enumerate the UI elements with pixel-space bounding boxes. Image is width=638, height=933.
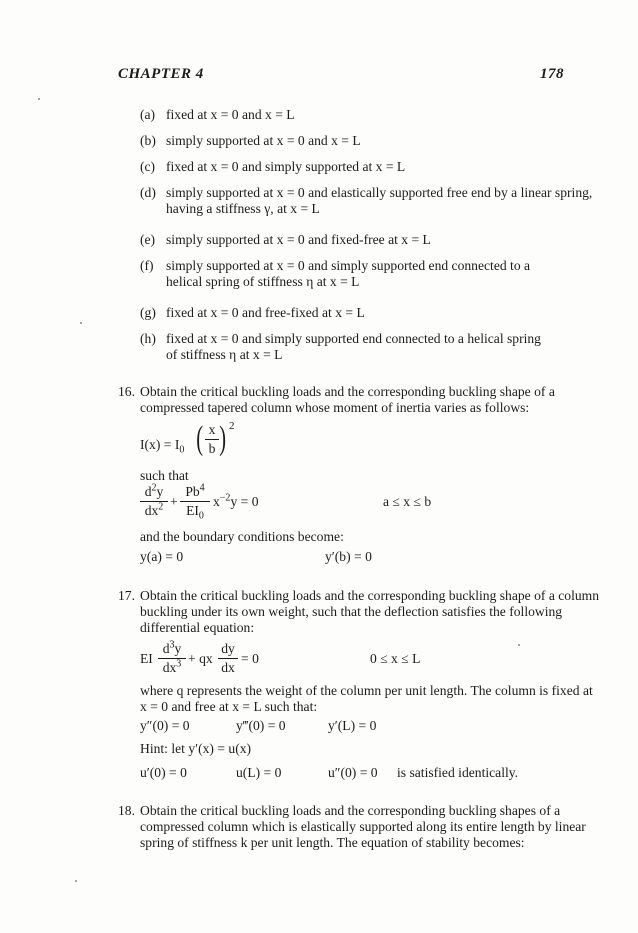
scan-speck <box>518 644 520 646</box>
bc-yddd-0: y‴(0) = 0 <box>236 718 286 733</box>
case-label-g: (g) <box>140 305 156 320</box>
de-frac1-denominator <box>140 503 168 519</box>
hint-up-0: u′(0) = 0 <box>140 765 187 780</box>
case-text-f-line2: helical spring of stiffness η at x = L <box>166 274 360 289</box>
case-text-a: fixed at x = 0 and x = L <box>166 107 295 122</box>
weight-frac2-denominator: dx <box>221 660 235 675</box>
page-number: 178 <box>540 66 564 82</box>
case-text-f: simply supported at x = 0 and simply supported end connected to a <box>166 258 531 273</box>
inertia-eq-lhs-text: I(x) = I <box>140 437 180 452</box>
weight-eq-plus-qx: + qx <box>188 651 213 666</box>
weight-frac1-denominator <box>158 660 186 676</box>
problem-17-line2: buckling under its own weight, such that the deflection satisfies the following <box>140 604 563 619</box>
case-label-f: (f) <box>140 258 154 273</box>
weight-frac1-den-dx: dx <box>162 660 177 675</box>
case-label-b: (b) <box>140 133 156 148</box>
de-frac1-den-dx: dx <box>144 503 159 518</box>
weight-frac1-num-sup: 3 <box>169 639 175 651</box>
weight-frac2-numerator: dy <box>221 641 235 656</box>
problem-17-line5: x = 0 and free at x = L such that: <box>140 699 318 714</box>
weight-eq-range: 0 ≤ x ≤ L <box>370 651 421 666</box>
inertia-eq-lhs <box>140 437 185 456</box>
weight-frac1-num-d: d <box>162 641 170 656</box>
weight-eq-ei: EI <box>140 651 153 666</box>
de-frac2-den-ei: EI <box>186 503 199 518</box>
case-text-d: simply supported at x = 0 and elastically supported free end by a linear spring, <box>166 185 593 200</box>
weight-eq-fraction-1 <box>158 641 186 676</box>
scan-speck <box>80 322 82 324</box>
de-frac1-den-sup: 2 <box>158 501 164 513</box>
case-text-e: simply supported at x = 0 and fixed-free at x = L <box>166 232 431 247</box>
de-range: a ≤ x ≤ b <box>383 494 432 509</box>
hint-line: Hint: let y′(x) = u(x) <box>140 741 252 756</box>
case-label-a: (a) <box>140 107 156 122</box>
case-text-b: simply supported at x = 0 and x = L <box>166 133 361 148</box>
bc-yprime-b: y′(b) = 0 <box>325 549 372 564</box>
scan-speck <box>38 98 40 100</box>
weight-eq-fraction-2 <box>218 641 238 676</box>
problem-16-number: 16. <box>118 384 135 399</box>
inertia-numerator: x <box>208 422 216 437</box>
case-text-g: fixed at x = 0 and free-fixed at x = L <box>166 305 365 320</box>
de-fraction-1 <box>140 484 168 519</box>
de-tail <box>213 494 259 510</box>
inertia-right-paren: ) <box>219 420 227 457</box>
de-fraction-2 <box>180 482 210 522</box>
case-text-h: fixed at x = 0 and simply supported end connected to a helical spring <box>166 331 541 346</box>
de-frac2-num-pb: Pb <box>185 484 200 499</box>
problem-18-line3: spring of stiffness k per unit length. The equation of stability becomes: <box>140 835 525 850</box>
bc-ydd-0: y″(0) = 0 <box>140 718 190 733</box>
bc-y-a: y(a) = 0 <box>140 549 184 564</box>
de-frac2-num-sup: 4 <box>199 482 205 494</box>
de-tail-rhs: y = 0 <box>230 494 259 509</box>
weight-eq-rhs: = 0 <box>241 651 259 666</box>
problem-17-line4: where q represents the weight of the column per unit length. The column is fixed at <box>140 683 593 698</box>
case-label-c: (c) <box>140 159 156 174</box>
such-that-label: such that <box>140 468 189 483</box>
problem-16-line2: compressed tapered column whose moment of inertia varies as follows: <box>140 400 530 415</box>
hint-upp-0: u″(0) = 0 <box>328 765 378 780</box>
inertia-fraction <box>205 422 219 457</box>
case-label-h: (h) <box>140 331 156 346</box>
case-text-c: fixed at x = 0 and simply supported at x = L <box>166 159 406 174</box>
inertia-denominator: b <box>208 441 216 456</box>
case-text-d-line2: having a stiffness γ, at x = L <box>166 201 320 216</box>
hint-note: is satisfied identically. <box>397 765 519 780</box>
de-frac2-denominator <box>180 503 210 522</box>
de-frac1-num-d: d <box>144 484 152 499</box>
problem-17-line1: Obtain the critical buckling loads and the corresponding buckling shape of a column <box>140 588 600 603</box>
scan-speck <box>75 880 77 882</box>
problem-17-number: 17. <box>118 588 135 603</box>
de-frac2-numerator <box>180 484 210 500</box>
problem-16-line1: Obtain the critical buckling loads and the corresponding buckling shape of a <box>140 384 555 399</box>
problem-18-number: 18. <box>118 803 135 818</box>
weight-frac1-num-y: y <box>174 641 182 656</box>
inertia-left-paren: ( <box>196 420 204 457</box>
de-tail-sup: −2 <box>219 492 231 504</box>
de-plus: + <box>170 494 178 509</box>
problem-18-line2: compressed column which is elastically supported along its entire length by linear <box>140 819 586 834</box>
weight-frac1-numerator <box>158 641 186 657</box>
de-frac1-num-sup: 2 <box>151 482 157 494</box>
bc-intro: and the boundary conditions become: <box>140 529 344 544</box>
case-label-e: (e) <box>140 232 156 247</box>
case-text-h-line2: of stiffness η at x = L <box>166 347 283 362</box>
inertia-exponent: 2 <box>229 420 235 432</box>
weight-frac1-den-sup: 3 <box>176 658 182 670</box>
problem-18-line1: Obtain the critical buckling loads and the corresponding buckling shapes of a <box>140 803 561 818</box>
de-frac2-den-sub: 0 <box>198 510 204 522</box>
de-tail-x: x <box>213 494 220 509</box>
hint-u-L: u(L) = 0 <box>236 765 282 780</box>
chapter-header: CHAPTER 4 <box>118 66 204 82</box>
case-label-d: (d) <box>140 185 156 200</box>
de-frac1-numerator <box>140 484 168 500</box>
inertia-eq-sub: 0 <box>179 444 185 456</box>
de-frac1-num-y: y <box>156 484 164 499</box>
problem-17-line3: differential equation: <box>140 620 255 635</box>
bc-yp-L: y′(L) = 0 <box>328 718 377 733</box>
